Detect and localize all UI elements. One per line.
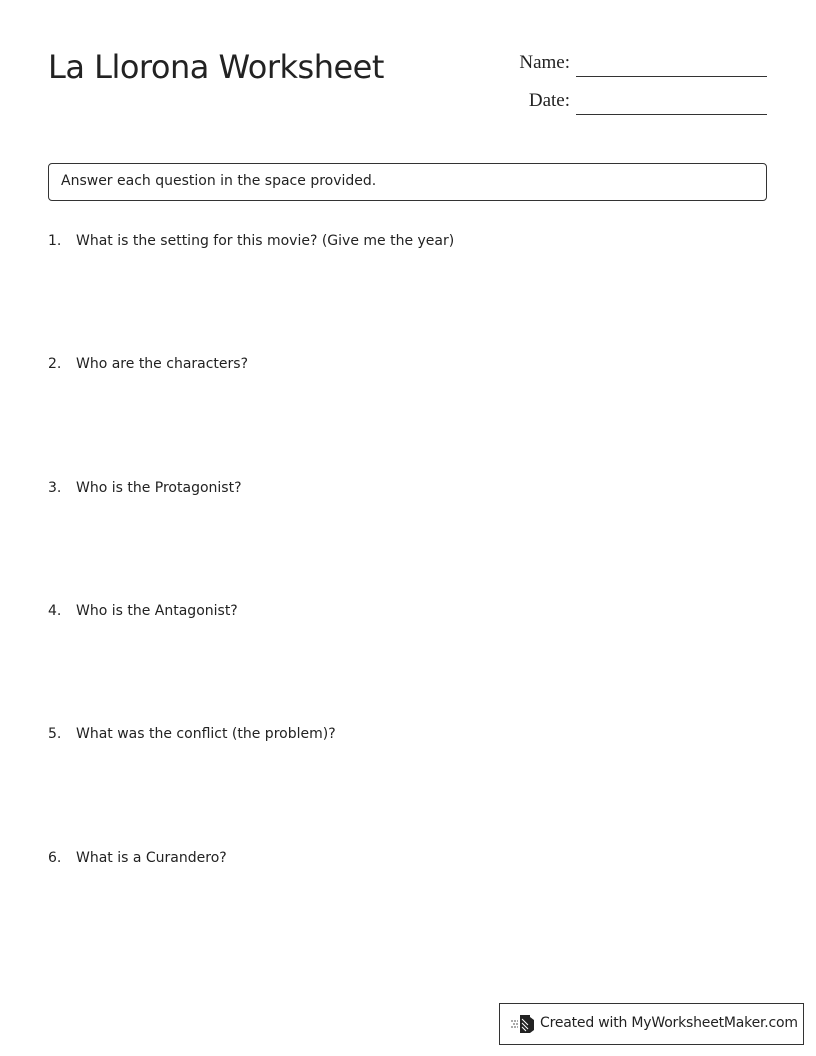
instructions-box bbox=[48, 163, 767, 201]
name-label: Name: bbox=[519, 52, 570, 73]
question-text: What is a Curandero? bbox=[76, 850, 227, 866]
date-input-line[interactable] bbox=[576, 114, 767, 115]
question-text: What is the setting for this movie? (Give me the year) bbox=[76, 233, 455, 249]
question-number: 2. bbox=[48, 356, 62, 372]
question-number: 3. bbox=[48, 480, 62, 496]
question-text: Who is the Antagonist? bbox=[76, 603, 238, 619]
question-text: Who is the Protagonist? bbox=[76, 480, 242, 496]
question-number: 1. bbox=[48, 233, 62, 249]
question-number: 5. bbox=[48, 726, 62, 742]
question-number: 6. bbox=[48, 850, 62, 866]
footer-text: Created with MyWorksheetMaker.com bbox=[540, 1015, 798, 1031]
question-text: What was the conflict (the problem)? bbox=[76, 726, 336, 742]
question-text: Who are the characters? bbox=[76, 356, 249, 372]
instructions-text: Answer each question in the space provided. bbox=[61, 173, 377, 189]
date-label: Date: bbox=[528, 90, 570, 111]
name-input-line[interactable] bbox=[576, 76, 767, 77]
page-title: La Llorona Worksheet bbox=[48, 48, 384, 86]
worksheet-maker-logo-icon bbox=[510, 1013, 536, 1035]
question-number: 4. bbox=[48, 603, 62, 619]
footer-credit[interactable] bbox=[499, 1003, 804, 1045]
